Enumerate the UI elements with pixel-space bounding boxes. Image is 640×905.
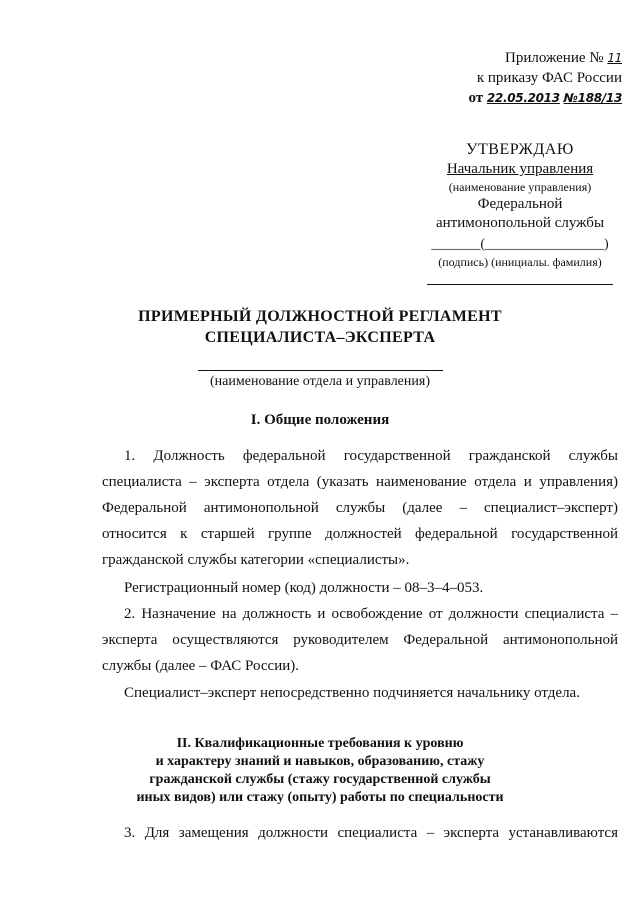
paragraph-3: 3. Для замещения должности специалиста – эксперта устанавливаются — [124, 825, 618, 841]
appendix-line-1 — [422, 48, 622, 68]
paragraph-1-first-line: 1. Должность федеральной государственной гражданской службы — [124, 448, 618, 464]
paragraph-1 — [102, 443, 618, 573]
appendix-label: Приложение № — [505, 50, 604, 66]
approval-signature-note: (подпись) (инициалы. фамилия) — [438, 255, 602, 269]
department-blank-line — [198, 370, 443, 371]
section-2-heading-line-4: иных видов) или стажу (опыту) работы по специальности — [136, 790, 504, 805]
document-title-line-2: СПЕЦИАЛИСТА–ЭКСПЕРТА — [204, 329, 436, 346]
section-1-heading: I. Общие положения — [250, 412, 390, 428]
section-2-heading — [0, 735, 640, 807]
appendix-date-prefix: от — [468, 90, 484, 106]
approval-bottom-rule — [427, 284, 613, 285]
approval-title: УТВЕРЖДАЮ — [466, 141, 574, 158]
paragraph-2: 2. Назначение на должность и освобождение от должности специалиста – эксперта осуществляются руководителем Федеральной антимонопольной службы (далее – ФАС России). — [102, 606, 618, 674]
section-2-heading-line-2: и характеру знаний и навыков, образованию, стажу — [155, 754, 485, 769]
approval-signature-line: _______(_________________) — [431, 237, 609, 252]
document-title-line-1: ПРИМЕРНЫЙ ДОЛЖНОСТНОЙ РЕГЛАМЕНТ — [138, 308, 502, 325]
section-2-heading-line-3: гражданской службы (стажу государственной службы — [149, 772, 491, 787]
document-title — [0, 306, 640, 348]
department-note: (наименование отдела и управления) — [210, 374, 430, 389]
paragraph-subordination: Специалист–эксперт непосредственно подчиняется начальнику отдела. — [124, 685, 580, 701]
appendix-number: 11 — [607, 51, 622, 65]
appendix-order-ref: к приказу ФАС России — [476, 70, 622, 86]
appendix-order-number: №188/13 — [563, 91, 622, 105]
approval-position: Начальник управления — [446, 161, 594, 177]
paragraph-registration-number: Регистрационный номер (код) должности – 08–3–4–053. — [124, 580, 484, 596]
approval-position-note: (наименование управления) — [448, 180, 592, 194]
paragraph-1-rest: специалиста – эксперта отдела (указать наименование отдела и управления) Федеральной антимонопольной службы (далее – специалист–эксперт) относится к старшей группе должностей федеральной государственной гражданской службы категории «специалисты». — [102, 474, 618, 568]
section-2-heading-line-1: II. Квалификационные требования к уровню — [176, 736, 464, 751]
appendix-date: 22.05.2013 — [486, 91, 560, 105]
appendix-date-line — [422, 88, 622, 108]
department-field — [0, 370, 640, 390]
appendix-block — [422, 48, 622, 108]
approval-org-line-1: Федеральной — [477, 196, 563, 212]
approval-org-line-2: антимонопольной службы — [435, 215, 605, 231]
approval-block — [420, 140, 620, 285]
